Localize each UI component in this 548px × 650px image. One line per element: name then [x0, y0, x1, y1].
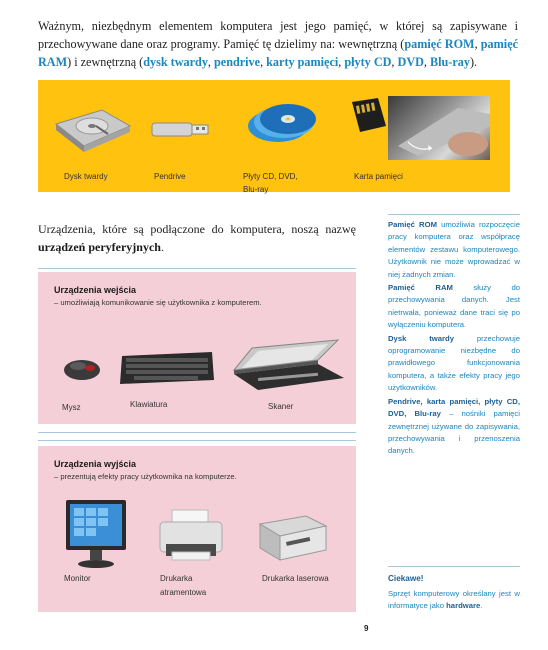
hard-disk-image [52, 106, 132, 152]
input-devices-subtitle: – umożliwiają komunikowanie się użytkownika z komputerem. [54, 298, 262, 307]
sidebar-item-hdd: Dysk twardy przechowuje oprogramowanie niezbędne do prawidłowego funkcjonowania komputera, a także efekty pracy jego użytkowników. [388, 333, 520, 393]
keyboard-image [118, 348, 216, 386]
divider [38, 268, 356, 269]
sidebar-definitions [388, 219, 520, 459]
divider [38, 432, 356, 433]
storage-label-discs: Płyty CD, DVD, [243, 172, 298, 181]
device-label-scanner: Skaner [268, 402, 294, 411]
pendrive-image [150, 118, 212, 140]
monitor-image [64, 498, 128, 570]
term-rom: pamięć ROM [404, 37, 475, 51]
discs-image [244, 100, 320, 146]
ciekawe-text: Sprzęt komputerowy określany jest w informatyce jako hardware. [388, 589, 520, 611]
intro-text: Ważnym, niezbędnym elementem komputera jest jego pamięć, w której są zapisywane i przechowywane dane oraz programy. Pamięć tę dzielimy na: wewnętrzną ( [38, 19, 518, 51]
term-ram: pamięć RAM [38, 37, 519, 69]
device-label-laser: Drukarka laserowa [262, 574, 329, 583]
term-card: karty pamięci [266, 55, 339, 69]
input-devices-title: Urządzenia wejścia [54, 285, 137, 295]
term-bluray: Blu-ray [430, 55, 470, 69]
term-peripherals: urządzeń peryferyjnych [38, 240, 161, 254]
term-cd: płyty CD [344, 55, 392, 69]
sidebar-item-external: Pendrive, karta pamięci, płyty CD, DVD, Blu-ray – nośniki pamięci zewnętrznej używane do zapisywania, przechowywania i przenoszenia danych. [388, 396, 520, 456]
laser-printer-image [258, 512, 328, 562]
device-label-mouse: Mysz [62, 403, 81, 412]
storage-label-hdd: Dysk twardy [64, 172, 108, 181]
divider [38, 440, 356, 441]
mouse-image [62, 356, 102, 382]
inkjet-printer-image [158, 508, 224, 564]
output-devices-box [38, 446, 356, 612]
storage-media-panel [38, 80, 510, 192]
term-hardware: hardware [446, 601, 481, 611]
term-hdd: dysk twardy [143, 55, 208, 69]
input-devices-box [38, 272, 356, 424]
term-pendrive: pendrive [214, 55, 261, 69]
output-devices-title: Urządzenia wyjścia [54, 459, 137, 469]
peripherals-paragraph: Urządzenia, które są podłączone do komputera, noszą nazwę urządzeń peryferyjnych. [38, 222, 356, 254]
device-label-keyboard: Klawiatura [130, 400, 168, 409]
output-devices-subtitle: – prezentują efekty pracy użytkownika na komputerze. [54, 472, 237, 481]
sidebar-item-ram: Pamięć RAM służy do przechowywania danych. Jest nietrwała, ponieważ dane traci się po wyłączeniu komputera. [388, 283, 520, 330]
memory-card-image [346, 96, 390, 140]
sidebar-divider [388, 214, 520, 215]
ciekawe-title: Ciekawe! [388, 574, 424, 583]
device-label-inkjet-2: atramentowa [160, 588, 207, 597]
intro-paragraph: Ważnym, niezbędnym elementem komputera jest jego pamięć, w której są zapisywane i przechowywane dane oraz programy. Pamięć tę dzielimy na: wewnętrzną (pamięć ROM, pamięć RAM) i zewnętrzną (dysk twardy, pendrive, karty pamięci, płyty CD, DVD, Blu-ray). [38, 19, 519, 69]
storage-label-card: Karta pamięci [354, 172, 403, 181]
term-dvd: DVD [397, 55, 424, 69]
storage-label-pendrive: Pendrive [154, 172, 186, 181]
scanner-image [228, 334, 346, 390]
device-label-inkjet-1: Drukarka [160, 574, 193, 583]
sidebar-item-rom: Pamięć ROM umożliwia rozpoczęcie pracy komputera oraz współpracę elementów zestawu komputerowego. Użytkownik nie może wprowadzać w niej żadnych zmian. [388, 220, 520, 279]
sidebar-divider [388, 566, 520, 567]
page-number: 9 [364, 624, 369, 633]
storage-label-bluray: Blu-ray [243, 185, 269, 194]
device-label-monitor: Monitor [64, 574, 91, 583]
laptop-slot-photo [388, 96, 490, 160]
